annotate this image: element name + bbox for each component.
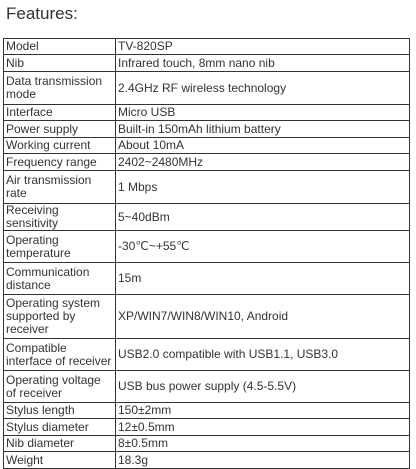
spec-value: About 10mA	[116, 138, 410, 154]
spec-value: 15m	[116, 263, 410, 295]
spec-value: Micro USB	[116, 105, 410, 121]
spec-label: Operating voltage of receiver	[4, 371, 116, 403]
spec-row	[4, 419, 410, 436]
spec-value: USB bus power supply (4.5-5.5V)	[116, 371, 410, 403]
spec-row	[4, 55, 410, 72]
spec-row	[4, 154, 410, 171]
spec-row	[4, 231, 410, 263]
spec-row	[4, 39, 410, 55]
spec-label: Weight	[4, 452, 116, 469]
spec-row	[4, 403, 410, 419]
spec-label: Frequency range	[4, 154, 116, 171]
spec-value: 2.4GHz RF wireless technology	[116, 72, 410, 105]
features-heading: Features:	[6, 4, 78, 23]
spec-value: 2402~2480MHz	[116, 154, 410, 171]
spec-value: -30℃~+55℃	[116, 231, 410, 263]
spec-row	[4, 72, 410, 105]
spec-label: Air transmission rate	[4, 171, 116, 204]
spec-row	[4, 138, 410, 154]
spec-label: Interface	[4, 105, 116, 121]
spec-value: Infrared touch, 8mm nano nib	[116, 55, 410, 72]
spec-row	[4, 171, 410, 204]
spec-row	[4, 204, 410, 231]
spec-label: Data transmission mode	[4, 72, 116, 105]
spec-label: Nib diameter	[4, 436, 116, 452]
spec-value: 1 Mbps	[116, 171, 410, 204]
spec-value: XP/WIN7/WIN8/WIN10, Android	[116, 295, 410, 339]
spec-label: Working current	[4, 138, 116, 154]
spec-value: 150±2mm	[116, 403, 410, 419]
spec-row	[4, 263, 410, 295]
spec-label: Nib	[4, 55, 116, 72]
spec-label: Communication distance	[4, 263, 116, 295]
specifications-table	[3, 38, 410, 469]
spec-label: Power supply	[4, 121, 116, 138]
spec-label: Operating system supported by receiver	[4, 295, 116, 339]
spec-label: Stylus length	[4, 403, 116, 419]
spec-row	[4, 436, 410, 452]
spec-label: Receiving sensitivity	[4, 204, 116, 231]
spec-value: TV-820SP	[116, 39, 410, 55]
spec-label: Stylus diameter	[4, 419, 116, 436]
spec-value: 5~40dBm	[116, 204, 410, 231]
spec-row	[4, 121, 410, 138]
spec-row	[4, 452, 410, 469]
spec-value: USB2.0 compatible with USB1.1, USB3.0	[116, 339, 410, 371]
spec-row	[4, 295, 410, 339]
spec-row	[4, 105, 410, 121]
spec-label: Model	[4, 39, 116, 55]
specifications-table-body	[4, 39, 410, 469]
spec-value: 12±0.5mm	[116, 419, 410, 436]
spec-label: Operating temperature	[4, 231, 116, 263]
spec-row	[4, 339, 410, 371]
spec-row	[4, 371, 410, 403]
spec-value: 8±0.5mm	[116, 436, 410, 452]
spec-label: Compatible interface of receiver	[4, 339, 116, 371]
spec-value: 18.3g	[116, 452, 410, 469]
spec-value: Built-in 150mAh lithium battery	[116, 121, 410, 138]
